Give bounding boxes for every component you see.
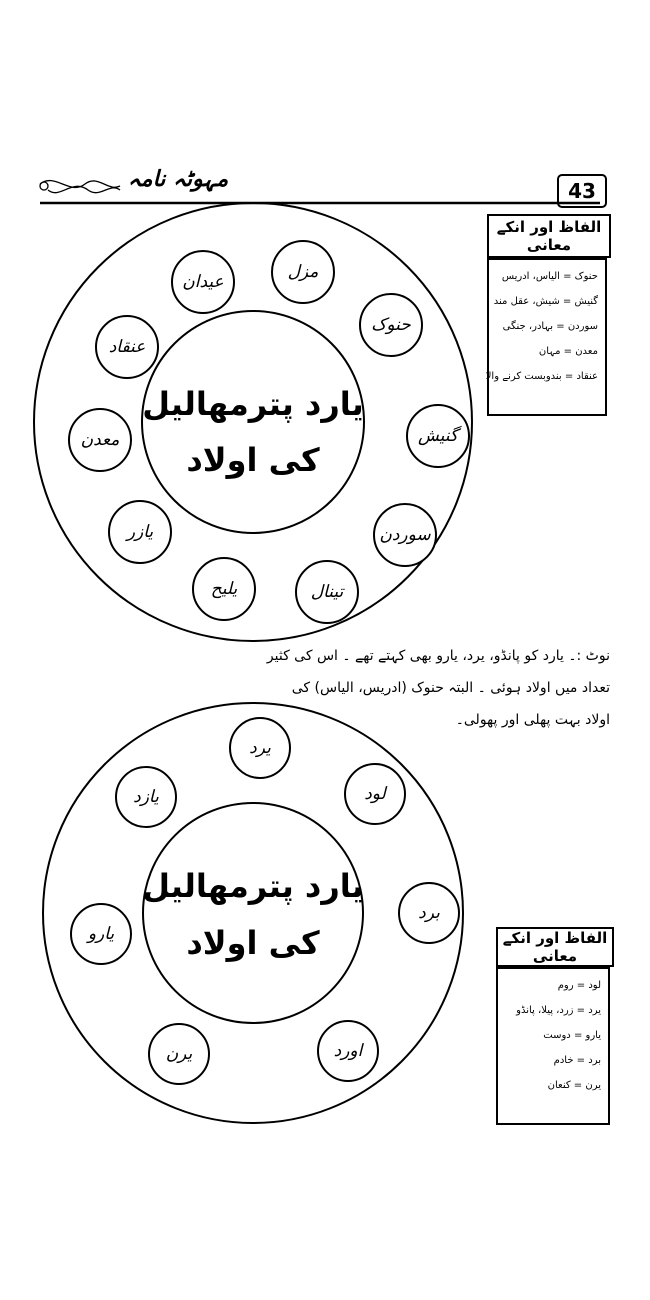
meaning-line: معدن = مہان (538, 346, 598, 357)
name-bubble-label: یارو (87, 924, 115, 944)
diagram1-meanings-box (487, 258, 607, 416)
book-title: مہوٹہ نامہ (127, 166, 229, 192)
name-bubble-label: یلیح (210, 579, 238, 599)
meaning-line: برد = خادم (553, 1055, 601, 1066)
name-bubble-label: لود (364, 784, 386, 804)
diagram2-center-title-line2: کی اولاد (186, 924, 320, 962)
name-bubble-label: گنیش (417, 426, 459, 446)
note-line: نوٹ :۔ یارد کو پانڈو، یرد، یارو بھی کہتے تھے ۔ اس کی کثیر (266, 648, 610, 664)
name-bubble-label: مزل (287, 262, 319, 282)
name-bubble-label: اورد (333, 1041, 363, 1061)
name-bubble-label: عنقاد (108, 337, 146, 357)
note-line: اولاد بہت پھلی اور پھولی۔ (455, 712, 610, 728)
note-paragraph-block (266, 640, 610, 736)
diagram2-meanings-box (496, 967, 610, 1125)
name-bubble-label: برد (418, 903, 440, 923)
diagram2-inner-ring (143, 803, 363, 1023)
name-bubble-label: یرد (249, 738, 271, 758)
meaning-line: سوردن = بہادر، جنگی (502, 321, 598, 332)
name-bubble-label: معدن (80, 430, 120, 450)
diagram1-center-title-line2: کی اولاد (186, 441, 320, 479)
name-bubble-label: عیدان (182, 272, 224, 292)
meaning-line: حنوک = الیاس، ادریس (501, 271, 598, 282)
diagram1-center-title-line1: یارد پترمھالیل (142, 385, 364, 423)
name-bubble-label: یازد (133, 787, 159, 807)
diagram1-bubbles (69, 241, 469, 623)
page-number: 43 (557, 174, 607, 208)
diagram2-center-title-line1: یارد پترمھالیل (142, 867, 364, 905)
name-bubble-label: سوردن (379, 525, 431, 545)
note-line: تعداد میں اولاد ہوئی ۔ البتہ حنوک (ادریس، الیاس) کی (291, 680, 610, 696)
meaning-line: یارو = دوست (543, 1030, 601, 1041)
diagram1-meanings-title: الفاظ اور انکے معانی (487, 214, 611, 258)
meaning-line: لود = روم (557, 980, 601, 991)
header-ornament (40, 181, 120, 193)
name-bubble-label: تینال (310, 582, 344, 602)
name-bubble-label: یازر (126, 522, 154, 542)
diagram2-meanings-title: الفاظ اور انکے معانی (496, 927, 614, 967)
meaning-line: یرد = زرد، پیلا، پانڈو (516, 1005, 601, 1016)
meaning-line: عنقاد = بندوبست کرنے والا (485, 371, 598, 382)
meaning-line: گنیش = شیش، عقل مند (493, 296, 598, 307)
meaning-line: یرن = کنعان (547, 1080, 601, 1091)
name-bubble-label: حنوک (371, 315, 411, 335)
name-bubble-label: یرن (165, 1044, 193, 1064)
